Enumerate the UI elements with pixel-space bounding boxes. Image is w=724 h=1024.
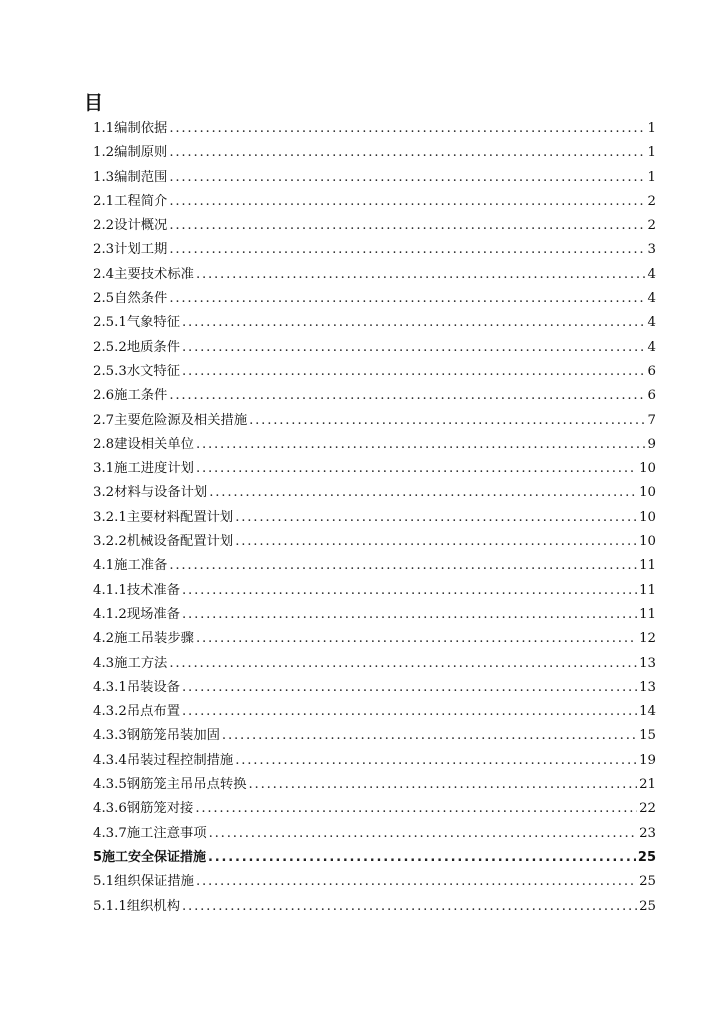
toc-entry-label: 4.1.2现场准备 [93,606,181,622]
toc-entry-page-number: 4 [647,315,656,331]
toc-entry-page-number: 3 [647,242,656,258]
toc-dot-leader [182,607,637,622]
toc-entry-label: 3.2.1主要材料配置计划 [93,509,234,525]
toc-entry[interactable] [93,166,656,190]
toc-entry[interactable] [93,481,656,505]
toc-dot-leader [169,242,645,257]
toc-entry-page-number: 10 [639,461,656,477]
toc-entry-page-number: 23 [639,825,656,841]
toc-entry[interactable] [93,117,656,141]
toc-entry[interactable] [93,846,656,870]
toc-dot-leader [235,510,637,525]
toc-dot-leader [169,145,645,160]
toc-entry-label: 2.6施工条件 [93,388,168,404]
toc-entry-page-number: 4 [647,291,656,307]
toc-dot-leader [222,728,637,743]
toc-dot-leader [209,485,637,500]
toc-entry-label: 4.1.1技术准备 [93,582,181,598]
toc-dot-leader [182,364,646,379]
toc-entry-page-number: 1 [647,169,656,185]
toc-dot-leader [169,558,637,573]
toc-dot-leader [169,291,645,306]
toc-dot-leader [249,777,638,792]
toc-dot-leader [182,340,646,355]
toc-entry[interactable] [93,676,656,700]
toc-dot-leader [182,899,637,914]
toc-entry-page-number: 10 [639,534,656,550]
toc-entry-label: 2.2设计概况 [93,218,168,234]
toc-entry-label: 2.7主要危险源及相关措施 [93,412,248,428]
toc-entry[interactable] [93,263,656,287]
toc-entry-page-number: 2 [647,218,656,234]
toc-entry[interactable] [93,797,656,821]
toc-dot-leader [169,388,645,403]
toc-dot-leader [169,194,645,209]
toc-entry[interactable] [93,287,656,311]
toc-entry-page-number: 11 [639,558,656,574]
toc-entry-label: 3.2材料与设备计划 [93,485,208,501]
toc-entry[interactable] [93,579,656,603]
toc-entry-page-number: 2 [647,193,656,209]
toc-dot-leader [182,704,637,719]
toc-dot-leader [195,801,637,816]
toc-entry-label: 5施工安全保证措施 [93,849,207,865]
toc-entry[interactable] [93,360,656,384]
toc-entry-page-number: 6 [647,363,656,379]
toc-entry-page-number: 9 [647,436,656,452]
toc-entry[interactable] [93,700,656,724]
toc-entry-label: 2.5.3水文特征 [93,363,181,379]
toc-dot-leader [235,753,637,768]
toc-entry[interactable] [93,530,656,554]
toc-dot-leader [249,413,645,428]
toc-entry-page-number: 6 [647,388,656,404]
toc-dot-leader [196,631,637,646]
toc-entry[interactable] [93,554,656,578]
toc-entry-page-number: 10 [639,485,656,501]
toc-entry-label: 2.5自然条件 [93,291,168,307]
toc-entry[interactable] [93,724,656,748]
toc-entry[interactable] [93,506,656,530]
toc-entry-label: 4.3.1吊装设备 [93,679,181,695]
toc-entry-label: 5.1组织保证措施 [93,874,194,890]
toc-entry-page-number: 14 [639,704,656,720]
toc-entry[interactable] [93,627,656,651]
toc-entry-label: 4.3.2吊点布置 [93,704,181,720]
toc-entry-page-number: 4 [647,339,656,355]
toc-entry-page-number: 12 [639,631,656,647]
toc-entry-page-number: 1 [647,145,656,161]
toc-entry-page-number: 22 [639,801,656,817]
toc-entry-label: 4.3.6钢筋笼对接 [93,801,194,817]
toc-entry[interactable] [93,603,656,627]
toc-entry[interactable] [93,457,656,481]
toc-entry-label: 5.1.1组织机构 [93,898,181,914]
toc-entry-page-number: 13 [639,679,656,695]
toc-entry-label: 4.3.7施工注意事项 [93,825,207,841]
toc-entry[interactable] [93,238,656,262]
toc-entry[interactable] [93,773,656,797]
toc-entry-label: 2.1工程简介 [93,193,168,209]
toc-entry-page-number: 25 [637,849,656,865]
toc-entry-label: 3.2.2机械设备配置计划 [93,534,234,550]
toc-entry-page-number: 19 [639,752,656,768]
toc-dot-leader [209,826,637,841]
toc-entry-label: 4.3.3钢筋笼吊装加固 [93,728,220,744]
toc-entry-page-number: 4 [647,266,656,282]
toc-entry[interactable] [93,409,656,433]
toc-entry-label: 2.4主要技术标准 [93,266,194,282]
toc-entry[interactable] [93,433,656,457]
table-of-contents [93,117,656,919]
toc-entry-label: 4.3施工方法 [93,655,168,671]
toc-dot-leader [196,267,646,282]
toc-dot-leader [235,534,637,549]
toc-entry[interactable] [93,895,656,919]
toc-entry[interactable] [93,336,656,360]
toc-entry[interactable] [93,822,656,846]
toc-entry-label: 3.1施工进度计划 [93,461,194,477]
toc-entry-page-number: 1 [647,121,656,136]
toc-entry-page-number: 11 [639,582,656,598]
toc-entry-label: 4.3.4吊装过程控制措施 [93,752,234,768]
toc-entry-page-number: 21 [639,777,656,793]
toc-entry-label: 4.3.5钢筋笼主吊吊点转换 [93,777,247,793]
toc-entry-page-number: 13 [639,655,656,671]
toc-entry[interactable] [93,749,656,773]
toc-dot-leader [208,850,636,865]
toc-entry-label: 4.1施工准备 [93,558,168,574]
toc-title: 目 [84,92,105,114]
toc-dot-leader [169,218,645,233]
toc-dot-leader [169,656,637,671]
toc-entry-label: 1.2编制原则 [93,145,168,161]
toc-dot-leader [169,121,645,136]
toc-entry-page-number: 25 [639,898,656,914]
toc-dot-leader [182,315,646,330]
toc-entry-page-number: 10 [639,509,656,525]
toc-entry-label: 4.2施工吊装步骤 [93,631,194,647]
toc-dot-leader [182,583,637,598]
toc-entry[interactable] [93,311,656,335]
toc-entry-page-number: 11 [639,606,656,622]
toc-dot-leader [196,874,637,889]
toc-dot-leader [169,170,645,185]
toc-entry[interactable] [93,870,656,894]
toc-entry-page-number: 15 [639,728,656,744]
toc-entry-page-number: 7 [647,412,656,428]
toc-entry-label: 2.5.2地质条件 [93,339,181,355]
toc-dot-leader [182,680,637,695]
toc-entry[interactable] [93,652,656,676]
toc-entry-label: 2.3计划工期 [93,242,168,258]
toc-entry[interactable] [93,214,656,238]
toc-entry-label: 1.3编制范围 [93,169,168,185]
toc-entry-label: 1.1编制依据 [93,121,168,136]
toc-entry-page-number: 25 [639,874,656,890]
toc-entry[interactable] [93,190,656,214]
toc-entry[interactable] [93,384,656,408]
toc-entry[interactable] [93,141,656,165]
toc-entry-label: 2.5.1气象特征 [93,315,181,331]
toc-entry-label: 2.8建设相关单位 [93,436,194,452]
toc-dot-leader [196,437,646,452]
toc-dot-leader [196,461,637,476]
